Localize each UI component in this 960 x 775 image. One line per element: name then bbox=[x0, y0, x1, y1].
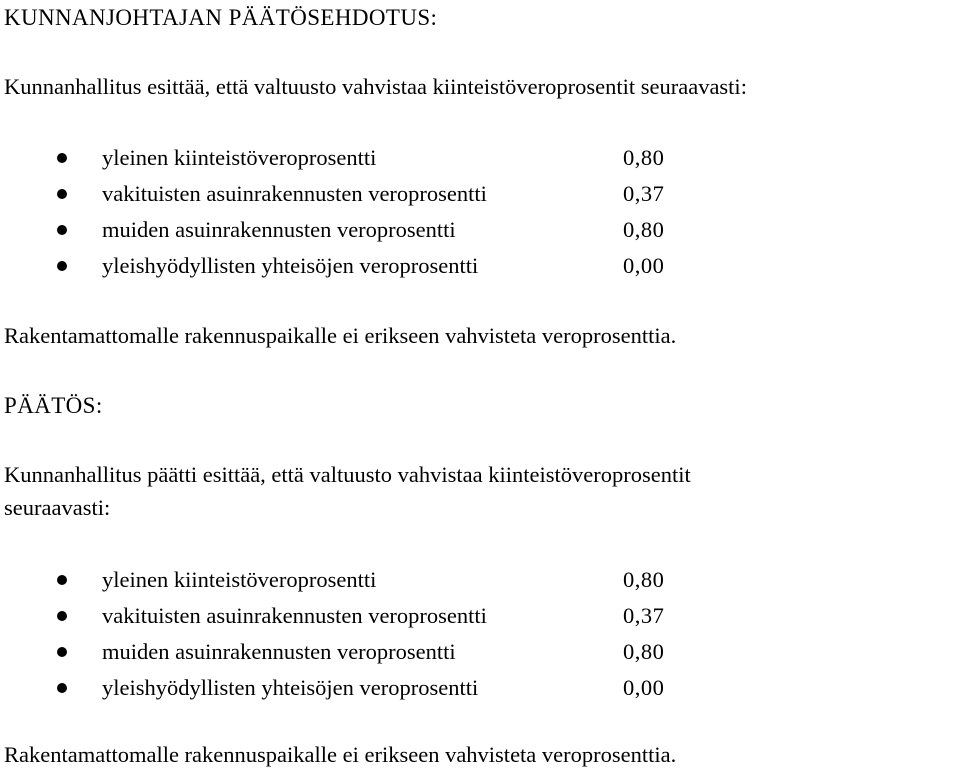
bullet-icon bbox=[57, 225, 67, 235]
rate-label: yleishyödyllisten yhteisöjen veroprosentti bbox=[102, 675, 479, 700]
rate-item bbox=[0, 181, 700, 207]
bullet-icon bbox=[57, 575, 67, 585]
rate-item bbox=[0, 567, 700, 593]
rate-item bbox=[0, 639, 700, 665]
bullet-icon bbox=[57, 153, 67, 163]
rate-item bbox=[0, 603, 700, 629]
rate-label: vakituisten asuinrakennusten veroprosentti bbox=[102, 181, 487, 206]
rate-value: 0,80 bbox=[623, 217, 665, 242]
decision-intro-line-2: seuraavasti: bbox=[4, 495, 111, 520]
rate-value: 0,37 bbox=[623, 181, 665, 206]
rate-value: 0,80 bbox=[623, 567, 665, 592]
bullet-icon bbox=[57, 261, 67, 271]
proposal-intro: Kunnanhallitus esittää, että valtuusto vahvistaa kiinteistöveroprosentit seuraavasti: bbox=[4, 74, 747, 99]
proposal-note: Rakentamattomalle rakennuspaikalle ei erikseen vahvisteta veroprosenttia. bbox=[4, 323, 677, 348]
rate-value: 0,37 bbox=[623, 603, 665, 628]
rate-item bbox=[0, 675, 700, 701]
rate-label: yleishyödyllisten yhteisöjen veroprosentti bbox=[102, 253, 479, 278]
rate-label: muiden asuinrakennusten veroprosentti bbox=[102, 217, 456, 242]
decision-note: Rakentamattomalle rakennuspaikalle ei erikseen vahvisteta veroprosenttia. bbox=[4, 742, 677, 767]
decision-heading: PÄÄTÖS: bbox=[4, 393, 103, 418]
rate-value: 0,00 bbox=[623, 675, 665, 700]
rate-item bbox=[0, 145, 700, 171]
rate-label: vakituisten asuinrakennusten veroprosentti bbox=[102, 603, 487, 628]
bullet-icon bbox=[57, 683, 67, 693]
rate-value: 0,00 bbox=[623, 253, 665, 278]
rate-item bbox=[0, 217, 700, 243]
bullet-icon bbox=[57, 189, 67, 199]
rate-item bbox=[0, 253, 700, 279]
rate-value: 0,80 bbox=[623, 639, 665, 664]
rate-label: yleinen kiinteistöveroprosentti bbox=[102, 567, 377, 592]
decision-intro-line-1: Kunnanhallitus päätti esittää, että valtuusto vahvistaa kiinteistöveroprosentit bbox=[4, 462, 691, 487]
proposal-heading: KUNNANJOHTAJAN PÄÄTÖSEHDOTUS: bbox=[4, 5, 438, 30]
bullet-icon bbox=[57, 647, 67, 657]
rate-value: 0,80 bbox=[623, 145, 665, 170]
rate-label: yleinen kiinteistöveroprosentti bbox=[102, 145, 377, 170]
rate-label: muiden asuinrakennusten veroprosentti bbox=[102, 639, 456, 664]
bullet-icon bbox=[57, 611, 67, 621]
